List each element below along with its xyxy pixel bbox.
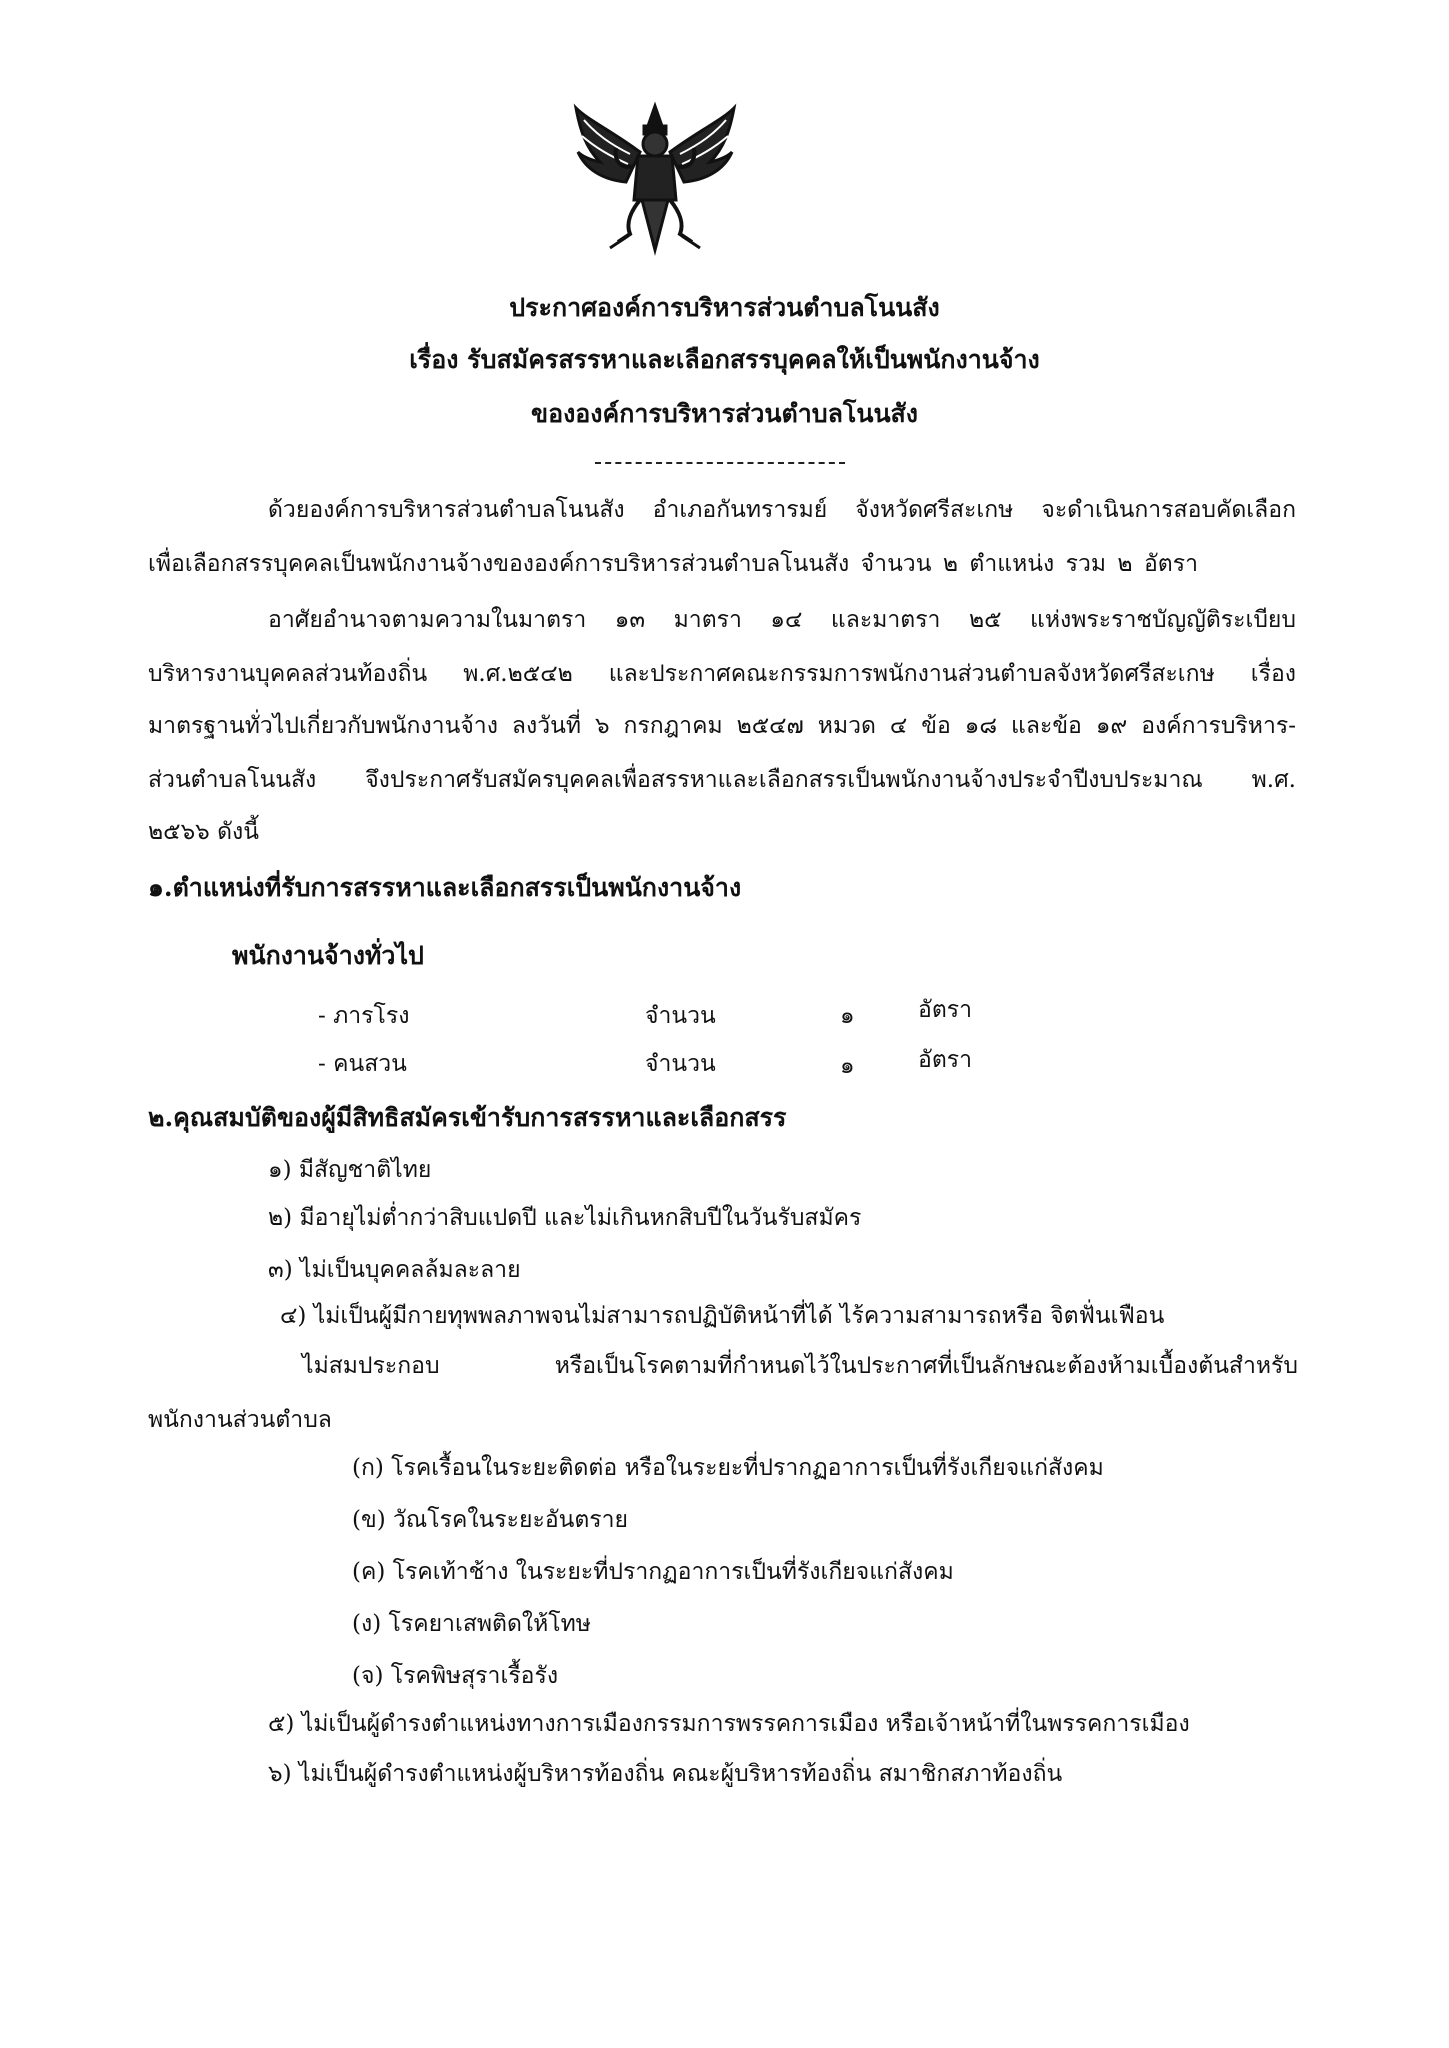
announcement-title: ประกาศองค์การบริหารส่วนตำบลโนนสัง bbox=[509, 293, 940, 322]
qualification-item: ๒) มีอายุไม่ต่ำกว่าสิบแปดปี และไม่เกินหกสิบปีในวันรับสมัคร bbox=[268, 1205, 862, 1231]
section1-subtitle: พนักงานจ้างทั่วไป bbox=[232, 941, 424, 970]
disease-item: (ก) โรคเรื้อนในระยะติดต่อ หรือในระยะที่ปรากฏอาการเป็นที่รังเกียจแก่สังคม bbox=[352, 1455, 1104, 1481]
section2-title: ๒.คุณสมบัติของผู้มีสิทธิสมัครเข้ารับการสรรหาและเลือกสรร bbox=[148, 1103, 787, 1132]
disease-item: (ค) โรคเท้าช้าง ในระยะที่ปรากฏอาการเป็นที่รังเกียจแก่สังคม bbox=[352, 1559, 954, 1585]
qualification-item: ๔) ไม่เป็นผู้มีกายทุพพลภาพจนไม่สามารถปฏิบัติหน้าที่ได้ ไร้ความสามารถหรือ จิตฟั่นเฟือน bbox=[280, 1303, 1165, 1329]
intro-line: ส่วนตำบลโนนสัง จึงประกาศรับสมัครบุคคลเพื่อสรรหาและเลือกสรรเป็นพนักงานจ้างประจำปีงบประมาณ พ.ศ. bbox=[148, 767, 1296, 793]
qualification-item-continued: ไม่สมประกอบ หรือเป็นโรคตามที่กำหนดไว้ในประกาศที่เป็นลักษณะต้องห้ามเบื้องต้นสำหรับ bbox=[302, 1353, 1298, 1379]
position-unit: อัตรา bbox=[918, 1047, 973, 1073]
disease-item: (ข) วัณโรคในระยะอันตราย bbox=[352, 1507, 629, 1533]
position-name: - ภารโรง bbox=[318, 1003, 410, 1029]
qualification-item: ๖) ไม่เป็นผู้ดำรงตำแหน่งผู้บริหารท้องถิ่น คณะผู้บริหารท้องถิ่น สมาชิกสภาท้องถิ่น bbox=[268, 1761, 1063, 1787]
qualification-item: ๑) มีสัญชาติไทย bbox=[268, 1157, 432, 1183]
intro-line: ด้วยองค์การบริหารส่วนตำบลโนนสัง อำเภอกันทรารมย์ จังหวัดศรีสะเกษ จะดำเนินการสอบคัดเลือก bbox=[268, 497, 1296, 523]
disease-item: (จ) โรคพิษสุราเรื้อรัง bbox=[352, 1663, 559, 1689]
position-count: ๑ bbox=[840, 1053, 855, 1079]
intro-line: บริหารงานบุคคลส่วนท้องถิ่น พ.ศ.๒๕๔๒ และประกาศคณะกรรมการพนักงานส่วนตำบลจังหวัดศรีสะเกษ เรื่อง bbox=[148, 661, 1296, 687]
position-label: จำนวน bbox=[645, 1051, 716, 1077]
qualification-item: ๓) ไม่เป็นบุคคลล้มละลาย bbox=[268, 1257, 521, 1283]
disease-item: (ง) โรคยาเสพติดให้โทษ bbox=[352, 1611, 591, 1637]
position-unit: อัตรา bbox=[918, 997, 973, 1023]
intro-line: เพื่อเลือกสรรบุคคลเป็นพนักงานจ้างขององค์การบริหารส่วนตำบลโนนสัง จำนวน ๒ ตำแหน่ง รวม ๒ อัตรา bbox=[148, 551, 1198, 577]
position-name: - คนสวน bbox=[318, 1051, 407, 1077]
intro-line: มาตรฐานทั่วไปเกี่ยวกับพนักงานจ้าง ลงวันที่ ๖ กรกฎาคม ๒๕๔๗ หมวด ๔ ข้อ ๑๘ และข้อ ๑๙ องค์การบริหาร- bbox=[148, 713, 1296, 739]
position-label: จำนวน bbox=[645, 1003, 716, 1029]
qualification-item-continued: พนักงานส่วนตำบล bbox=[148, 1407, 332, 1433]
qualification-item: ๕) ไม่เป็นผู้ดำรงตำแหน่งทางการเมืองกรรมการพรรคการเมือง หรือเจ้าหน้าที่ในพรรคการเมือง bbox=[268, 1711, 1190, 1737]
announcement-subject: เรื่อง รับสมัครสรรหาและเลือกสรรบุคคลให้เป็นพนักงานจ้าง bbox=[409, 345, 1040, 374]
position-count: ๑ bbox=[840, 1003, 855, 1029]
intro-line: อาศัยอำนาจตามความในมาตรา ๑๓ มาตรา ๑๔ และมาตรา ๒๕ แห่งพระราชบัญญัติระเบียบ bbox=[268, 607, 1296, 633]
header-divider bbox=[595, 462, 845, 464]
section1-title: ๑.ตำแหน่งที่รับการสรรหาและเลือกสรรเป็นพนักงานจ้าง bbox=[148, 873, 742, 902]
announcement-organization: ขององค์การบริหารส่วนตำบลโนนสัง bbox=[530, 399, 919, 428]
intro-line: ๒๕๖๖ ดังนี้ bbox=[148, 819, 259, 845]
garuda-emblem-icon bbox=[570, 100, 740, 260]
